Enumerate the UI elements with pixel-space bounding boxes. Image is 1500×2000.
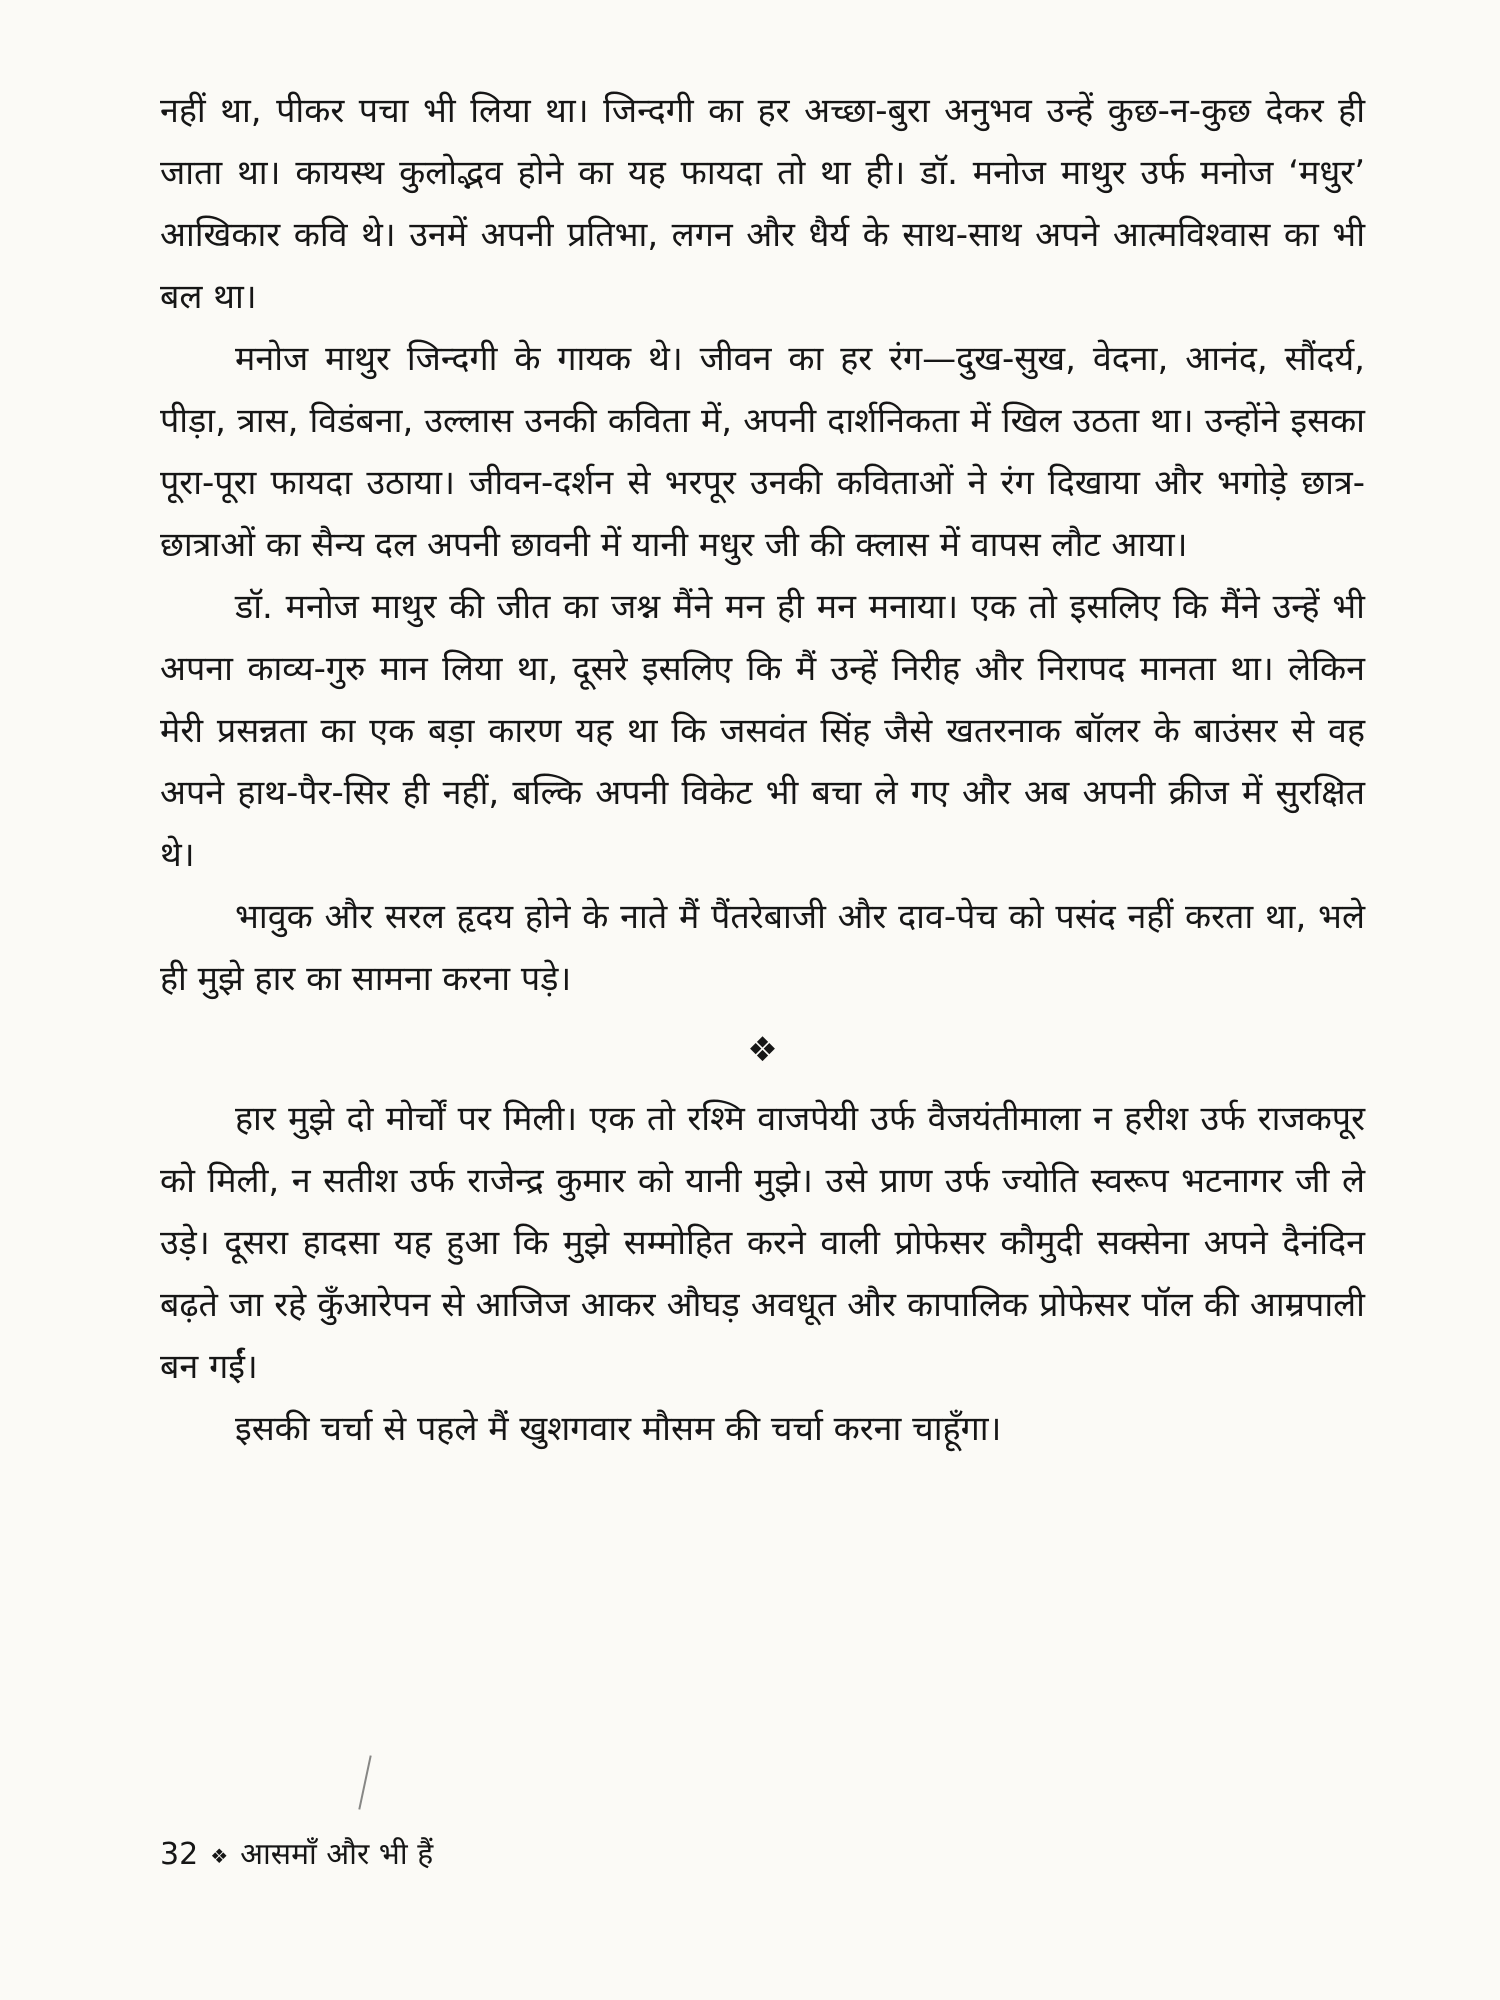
paragraph-5: हार मुझे दो मोर्चों पर मिली। एक तो रश्मि वाजपेयी उर्फ वैजयंतीमाला न हरीश उर्फ राजकपूर को मिली, न सतीश उर्फ राजेन्द्र कुमार को यानी मुझे। उसे प्राण उर्फ ज्योति स्वरूप भटनागर जी ले उड़े। दूसरा हादसा यह हुआ कि मुझे सम्मोहित करने वाली प्रोफेसर कौमुदी सक्सेना अपने दैनंदिन बढ़ते जा रहे कुँआरेपन से आजिज आकर औघड़ अवधूत और कापालिक प्रोफेसर पॉल की आम्रपाली बन गईं। [160,1099,1365,1387]
paragraph-2: मनोज माथुर जिन्दगी के गायक थे। जीवन का हर रंग—दुख-सुख, वेदना, आनंद, सौंदर्य, पीड़ा, त्रास, विडंबना, उल्लास उनकी कविता में, अपनी दार्शनिकता में खिल उठता था। उन्होंने इसका पूरा-पूरा फायदा उठाया। जीवन-दर्शन से भरपूर उनकी कविताओं ने रंग दिखाया और भगोड़े छात्र-छात्राओं का सैन्य दल अपनी छावनी में यानी मधुर जी की क्लास में वापस लौट आया। [160,339,1365,565]
pencil-mark [358,1755,371,1809]
paragraph-3: डॉ. मनोज माथुर की जीत का जश्न मैंने मन ही मन मनाया। एक तो इसलिए कि मैंने उन्हें भी अपना काव्य-गुरु मान लिया था, दूसरे इसलिए कि मैं उन्हें निरीह और निरापद मानता था। लेकिन मेरी प्रसन्नता का एक बड़ा कारण यह था कि जसवंत सिंह जैसे खतरनाक बॉलर के बाउंसर से वह अपने हाथ-पैर-सिर ही नहीं, बल्कि अपनी विकेट भी बचा ले गए और अब अपनी क्रीज में सुरक्षित थे। [160,587,1365,875]
book-title: आसमाँ और भी हैं [240,1837,434,1872]
page-footer [160,1835,433,1876]
footer-ornament: ❖ [210,1843,229,1868]
paragraph-6: इसकी चर्चा से पहले मैं खुशगवार मौसम की चर्चा करना चाहूँगा। [235,1409,1002,1449]
body-text [160,80,1365,1460]
paragraph-1: नहीं था, पीकर पचा भी लिया था। जिन्दगी का हर अच्छा-बुरा अनुभव उन्हें कुछ-न-कुछ देकर ही जाता था। कायस्थ कुलोद्भव होने का यह फायदा तो था ही। डॉ. मनोज माथुर उर्फ मनोज ‘मधुर’ आखिकार कवि थे। उनमें अपनी प्रतिभा, लगन और धैर्य के साथ-साथ अपने आत्मविश्वास का भी बल था। [160,91,1365,317]
paragraph-4: भावुक और सरल हृदय होने के नाते मैं पैंतरेबाजी और दाव-पेच को पसंद नहीं करता था, भले ही मुझे हार का सामना करना पड़े। [160,897,1365,999]
page-number: 32 [160,1837,199,1872]
section-break-ornament: ❖ [747,1030,778,1070]
